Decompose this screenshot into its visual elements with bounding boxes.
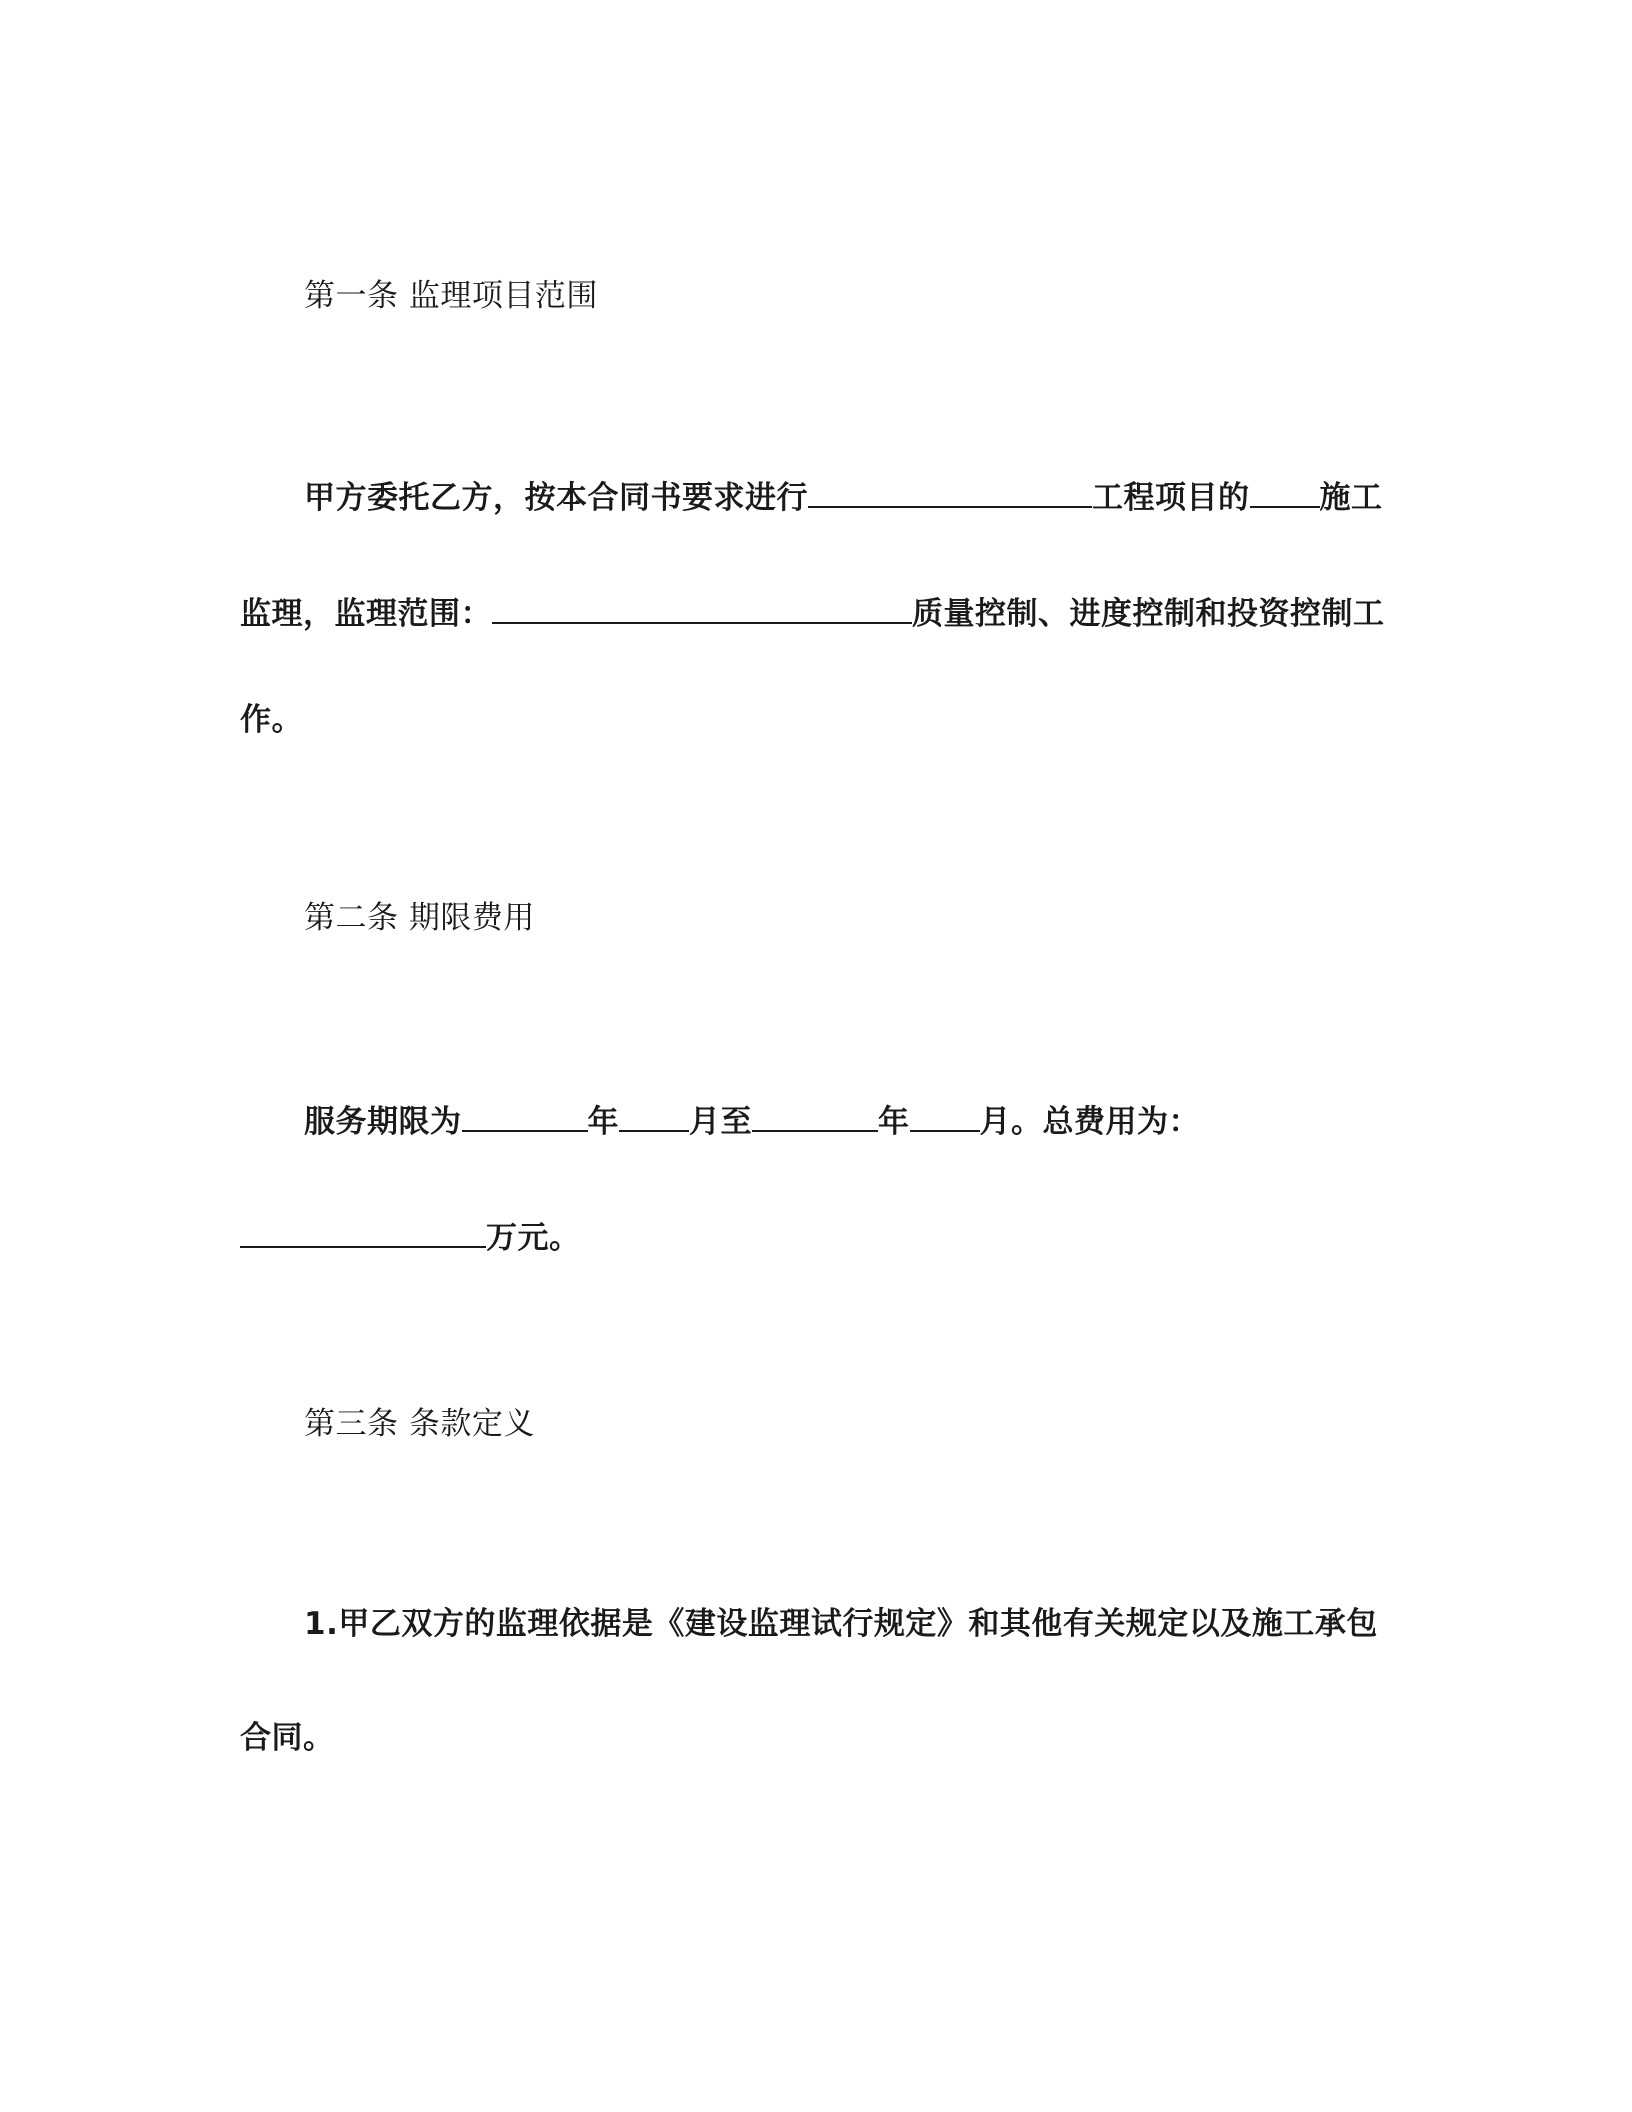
article-3-paragraph-line-2: 合同。 bbox=[240, 1720, 335, 1756]
end-month-blank[interactable] bbox=[910, 1100, 980, 1132]
article-1-text-1: 甲方委托乙方，按本合同书要求进行 bbox=[304, 480, 808, 516]
article-1-paragraph-line-1 bbox=[304, 476, 1383, 518]
article-2-text-5: 月。总费用为： bbox=[979, 1104, 1200, 1140]
project-name-blank[interactable] bbox=[808, 476, 1092, 508]
scope-blank[interactable] bbox=[492, 592, 912, 624]
article-2-text-3: 月至 bbox=[689, 1104, 752, 1140]
article-1-paragraph-line-3: 作。 bbox=[240, 702, 303, 738]
start-month-blank[interactable] bbox=[619, 1100, 689, 1132]
article-1-paragraph-line-2 bbox=[240, 592, 1385, 634]
article-1-text-5: 质量控制、进度控制和投资控制工 bbox=[912, 596, 1385, 632]
article-2-paragraph-line-1 bbox=[304, 1100, 1200, 1142]
article-2-paragraph-line-2 bbox=[240, 1216, 581, 1258]
project-phase-blank[interactable] bbox=[1250, 476, 1320, 508]
article-1-text-2: 工程项目的 bbox=[1092, 480, 1250, 516]
end-year-blank[interactable] bbox=[752, 1100, 878, 1132]
article-3-paragraph-line-1: 1.甲乙双方的监理依据是《建设监理试行规定》和其他有关规定以及施工承包 bbox=[304, 1606, 1378, 1642]
article-2-heading: 第二条 期限费用 bbox=[304, 900, 535, 936]
article-3-heading: 第三条 条款定义 bbox=[304, 1406, 535, 1442]
start-year-blank[interactable] bbox=[462, 1100, 588, 1132]
article-2-text-6: 万元。 bbox=[486, 1220, 581, 1256]
article-2-text-1: 服务期限为 bbox=[304, 1104, 462, 1140]
article-1-text-3: 施工 bbox=[1319, 480, 1383, 516]
article-1-text-4: 监理，监理范围： bbox=[240, 596, 492, 632]
total-fee-blank[interactable] bbox=[240, 1216, 486, 1248]
article-1-heading: 第一条 监理项目范围 bbox=[304, 278, 598, 314]
article-2-text-2: 年 bbox=[587, 1104, 619, 1140]
article-2-text-4: 年 bbox=[878, 1104, 910, 1140]
